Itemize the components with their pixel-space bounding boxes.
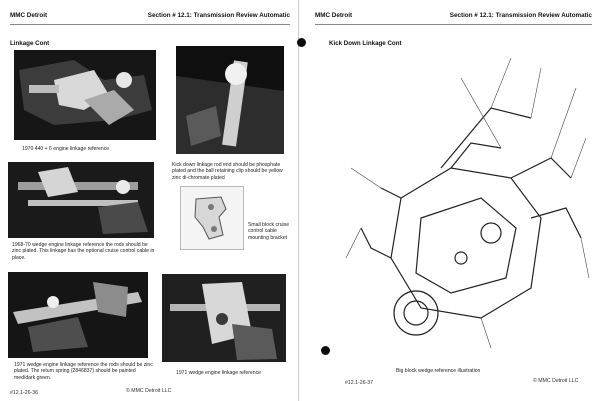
- left-page: [0, 0, 299, 401]
- caption-photo-6: 1971 wedge engine linkage reference: [176, 370, 261, 376]
- right-header-rule: [315, 24, 592, 25]
- binder-hole-top: [297, 38, 306, 47]
- caption-photo-1: 1970 440 + 6 engine linkage reference: [22, 146, 110, 152]
- caption-kickdown: Kick down linkage rod end should be phosphate plated and the ball retaining clip should be yellow zinc di-chromate plated: [172, 162, 283, 181]
- left-header-brand: MMC Detroit: [10, 12, 48, 19]
- photo-cruise-bracket: [180, 186, 244, 250]
- caption-photo-5: 1971 wedge engine linkage reference the rods should be zinc plated. The return spring (2846837) should be painted med/dark green.: [14, 362, 153, 381]
- photo-1971-wedge-linkage: [8, 272, 148, 358]
- caption-photo-3: 1968-70 wedge engine linkage reference the rods should be zinc plated. This linkage has the optional cruise control cable in place.: [12, 242, 155, 261]
- binder-hole-bottom: [321, 346, 330, 355]
- right-page: [301, 0, 600, 401]
- left-header-rule: [10, 24, 290, 25]
- left-section-title: Linkage Cont: [10, 40, 50, 47]
- left-footer-copyright: © MMC Detroit LLC: [126, 388, 172, 394]
- big-block-wedge-illustration: [341, 48, 591, 358]
- right-page-header: [315, 10, 592, 24]
- drawing-caption: Big block wedge reference illustration: [396, 368, 481, 374]
- right-header-brand: MMC Detroit: [315, 12, 353, 19]
- caption-bracket: Small block cruise control cable mounting bracket: [248, 222, 290, 241]
- right-header-section: Section # 12.1: Transmission Review Automatic: [449, 12, 592, 19]
- right-footer-page-number: #12.1-26-37: [345, 380, 373, 386]
- photo-kickdown-rod-end: [176, 46, 284, 154]
- left-footer-page-number: #12.1-26-36: [10, 390, 38, 396]
- photo-1970-440-linkage: [14, 50, 156, 140]
- left-page-header: [10, 10, 290, 24]
- photo-1968-70-wedge-linkage: [8, 162, 154, 238]
- photo-1971-wedge-linkage-2: [162, 274, 286, 362]
- right-footer-copyright: © MMC Detroit LLC: [533, 378, 579, 384]
- left-header-section: Section # 12.1: Transmission Review Automatic: [147, 12, 290, 19]
- right-section-title: Kick Down Linkage Cont: [329, 40, 402, 47]
